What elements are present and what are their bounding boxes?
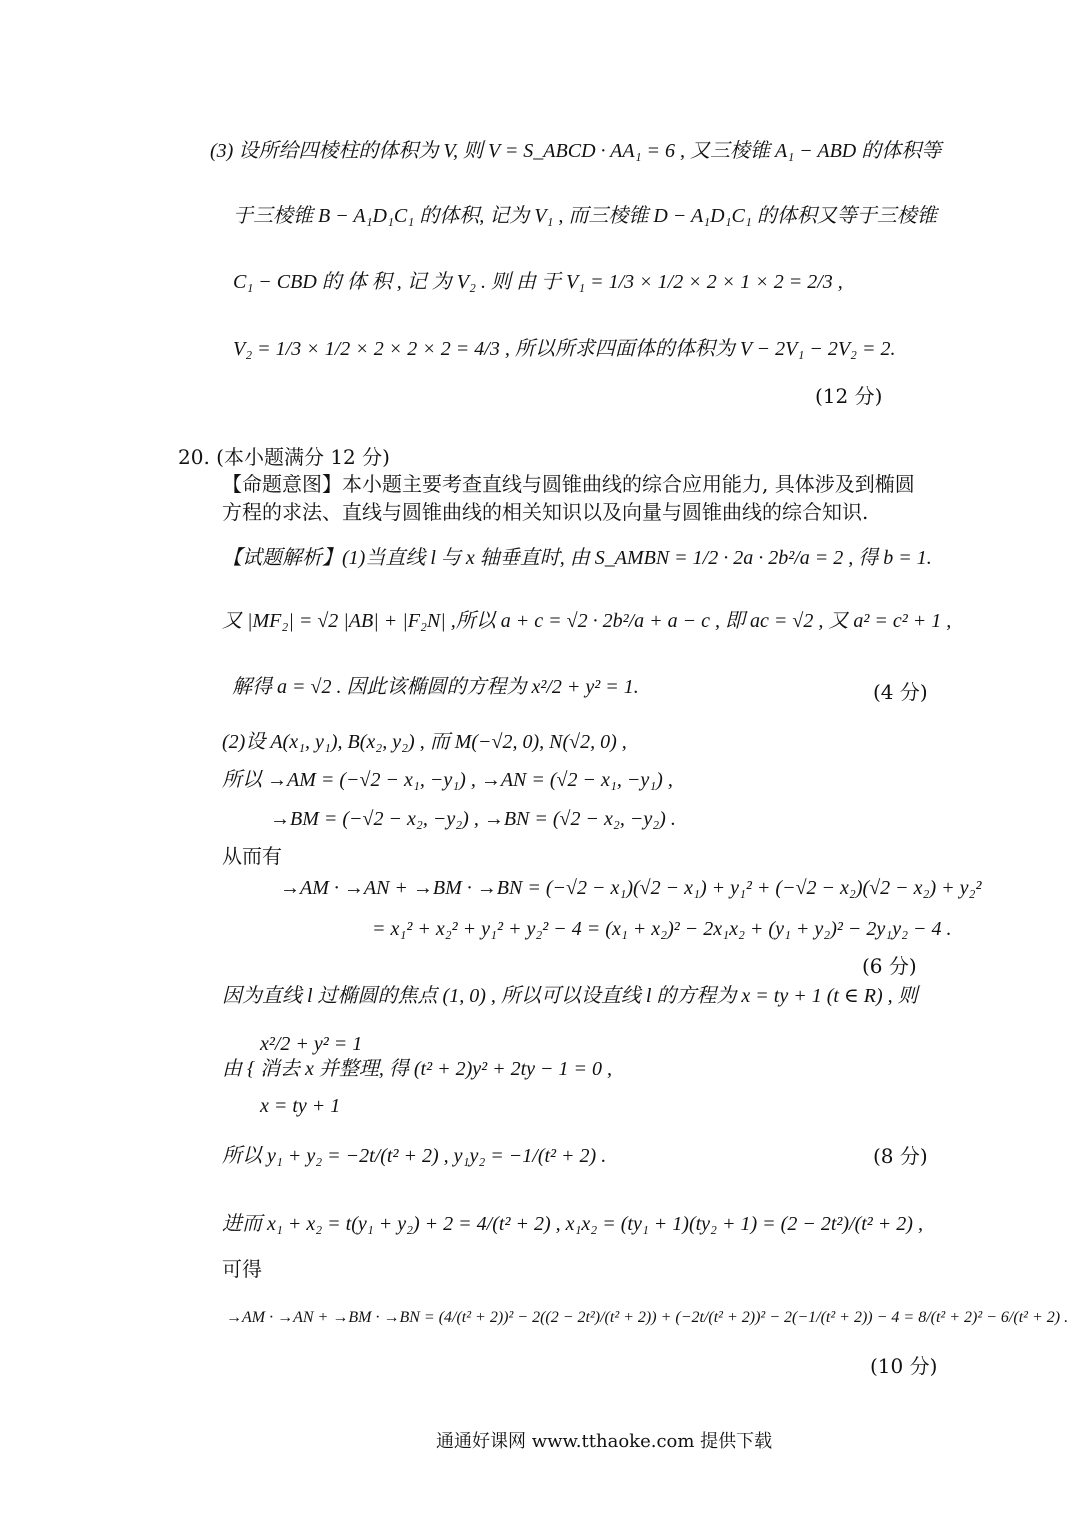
q20-part2-line-3: →BM = (−√2 − x₂, −y₂) , →BN = (√2 − x₂, −y₂) . (270, 808, 676, 830)
q20-intent-2: 方程的求法、直线与圆锥曲线的相关知识以及向量与圆锥曲线的综合知识. (222, 500, 869, 524)
page-footer: 通通好课网 www.tthaoke.com 提供下载 (436, 1431, 773, 1452)
q20-part2-line-10: 进而 x₁ + x₂ = t(y₁ + y₂) + 2 = 4/(t² + 2) , x₁x₂ = (ty₁ + 1)(ty₂ + 1) = (2 − 2t²)/(t² + 2) , (222, 1213, 923, 1235)
q20-solution-2: 又 |MF₂| = √2 |AB| + |F₂N| ,所以 a + c = √2 · 2b²/a + a − c , 即 ac = √2 , 又 a² = c² + 1 , (222, 610, 952, 632)
q20-part2-line-2: 所以 →AM = (−√2 − x₁, −y₁) , →AN = (√2 − x₁, −y₁) , (222, 769, 673, 791)
q20-solution-1: 【试题解析】(1)当直线 l 与 x 轴垂直时, 由 S_AMBN = 1/2 · 2a · 2b²/a = 2 , 得 b = 1. (222, 547, 932, 569)
q20-part2-line-6: = x₁² + x₂² + y₁² + y₂² − 4 = (x₁ + x₂)² − 2x₁x₂ + (y₁ + y₂)² − 2y₁y₂ − 4 . (372, 918, 952, 940)
q20-intent-1: 【命题意图】本小题主要考查直线与圆锥曲线的综合应用能力, 具体涉及到椭圆 (222, 472, 915, 496)
q20-solution-3-score: (4 分) (873, 680, 928, 704)
q20-part2-line-9-score: (8 分) (873, 1144, 928, 1168)
q20-part2-line-4: 从而有 (222, 844, 282, 868)
part3-line-3: C₁ − CBD 的 体 积 , 记 为 V₂ . 则 由 于 V₁ = 1/3 × 1/2 × 2 × 1 × 2 = 2/3 , (233, 271, 843, 293)
part3-line-4: V₂ = 1/3 × 1/2 × 2 × 2 × 2 = 4/3 , 所以所求四面体的体积为 V − 2V₁ − 2V₂ = 2. (233, 338, 896, 360)
q20-part2-line-8b: 由 { 消去 x 并整理, 得 (t² + 2)y² + 2ty − 1 = 0 , (222, 1058, 613, 1080)
q20-solution-3: 解得 a = √2 . 因此该椭圆的方程为 x²/2 + y² = 1. (232, 676, 639, 698)
part3-line-1: (3) 设所给四棱柱的体积为 V, 则 V = S_ABCD · AA₁ = 6 , 又三棱锥 A₁ − ABD 的体积等 (210, 140, 942, 162)
q20-part2-line-7: 因为直线 l 过椭圆的焦点 (1, 0) , 所以可以设直线 l 的方程为 x = ty + 1 (t ∈ R) , 则 (222, 985, 918, 1007)
q20-part2-line-8c: x = ty + 1 (260, 1095, 341, 1117)
q20-part2-line-11: 可得 (222, 1257, 262, 1281)
q20-part2-line-6-score: (6 分) (862, 954, 917, 978)
q20-part2-line-1: (2)设 A(x₁, y₁), B(x₂, y₂) , 而 M(−√2, 0), N(√2, 0) , (222, 731, 627, 753)
q20-part2-line-5: →AM · →AN + →BM · →BN = (−√2 − x₁)(√2 − x₁) + y₁² + (−√2 − x₂)(√2 − x₂) + y₂² (280, 877, 982, 899)
part3-line-2: 于三棱锥 B − A₁D₁C₁ 的体积, 记为 V₁ , 而三棱锥 D − A₁D₁C₁ 的体积又等于三棱锥 (233, 205, 937, 227)
q20-part2-line-12: →AM · →AN + →BM · →BN = (4/(t² + 2))² − 2((2 − 2t²)/(t² + 2)) + (−2t/(t² + 2))² − 2(−1/(t² + 2)) − 4 = 8/(t² + 2)² − 6/(t² + 2) . (226, 1309, 1069, 1326)
q20-header: 20. (本小题满分 12 分) (178, 445, 390, 469)
q20-part2-line-9: 所以 y₁ + y₂ = −2t/(t² + 2) , y₁y₂ = −1/(t² + 2) . (222, 1145, 607, 1167)
q20-part2-line-8a: x²/2 + y² = 1 (260, 1033, 363, 1055)
q20-part2-line-12-score: (10 分) (870, 1354, 938, 1378)
part3-score: (12 分) (815, 384, 883, 408)
